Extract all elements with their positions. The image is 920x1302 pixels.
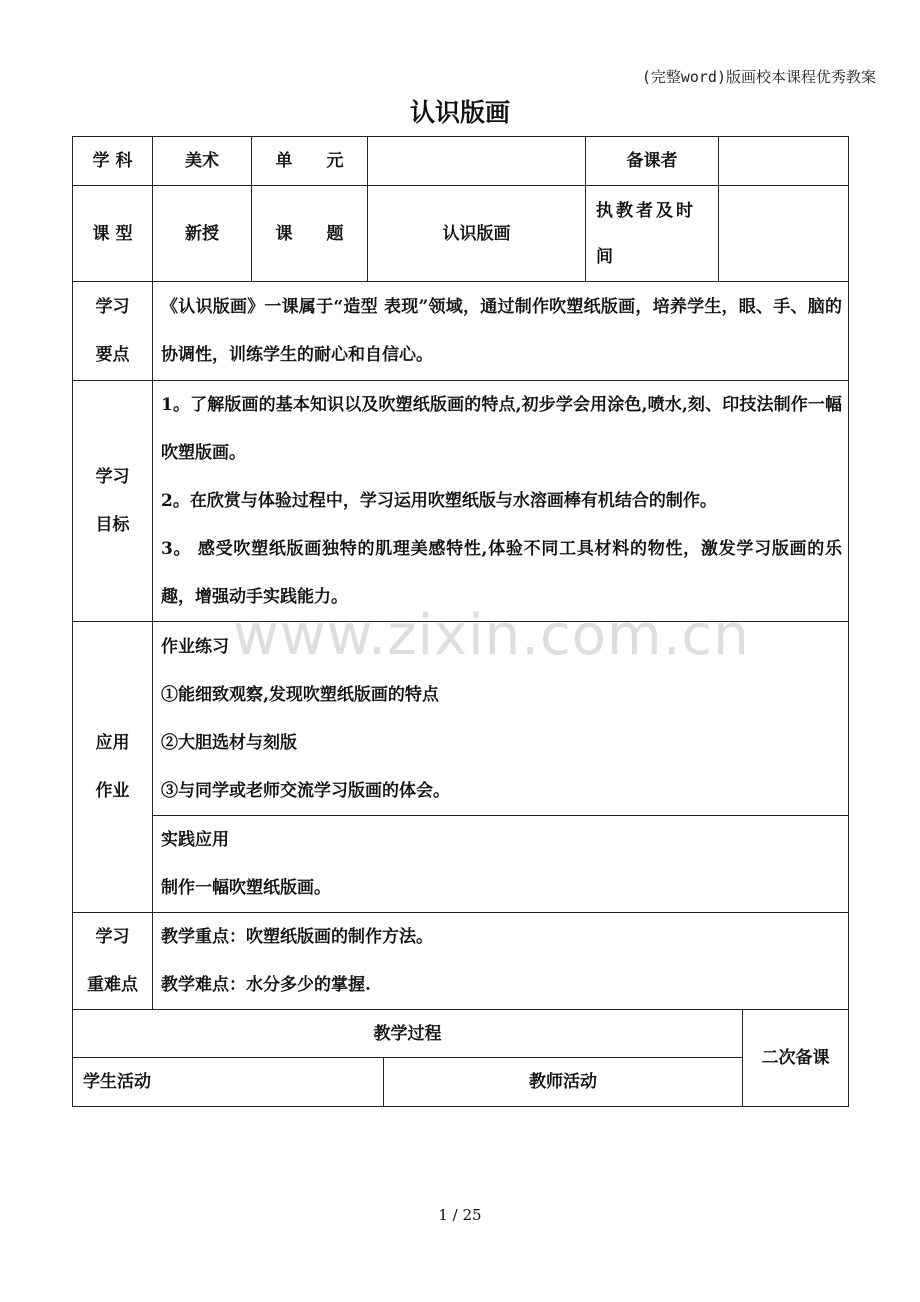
subject-value: 美术	[153, 137, 252, 186]
homework-label-line1: 应用	[95, 733, 130, 753]
process-table	[72, 1009, 849, 1107]
unit-value	[368, 137, 586, 186]
difficulty-text	[153, 913, 849, 1010]
preparer-value	[719, 137, 849, 186]
teacher-activity-label: 教师活动	[384, 1058, 743, 1107]
teacher-time-value	[719, 186, 849, 282]
topic-value: 认识版画	[368, 186, 586, 282]
type-label: 课 型	[73, 186, 153, 282]
exercise-title: 作业练习	[161, 636, 229, 657]
teacher-time-label-line2: 间	[596, 246, 613, 267]
homework-label-line2: 作业	[95, 781, 130, 801]
practice-title: 实践应用	[161, 830, 229, 850]
unit-label: 单 元	[252, 137, 368, 186]
process-title: 教学过程	[73, 1010, 743, 1058]
goals-label	[73, 381, 153, 622]
watermark: www.zixin.com.cn	[233, 603, 750, 668]
preparer-label: 备课者	[586, 137, 719, 186]
second-prep-label: 二次备课	[743, 1010, 849, 1107]
goal-item-3: 3。 感受吹塑纸版画独特的肌理美感特性,体验不同工具材料的物性，激发学习版画的乐趣，增强动手实践能力。	[161, 539, 842, 607]
exercise-item-3: ③与同学或老师交流学习版画的体会。	[161, 780, 450, 801]
document-header: (完整word)版画校本课程优秀教案	[641, 68, 876, 86]
goals-label-line1: 学习	[95, 467, 130, 487]
teacher-time-label-line1: 执教者及时	[596, 200, 696, 221]
student-activity-label: 学生活动	[73, 1058, 384, 1107]
difficulty-label-line1: 学习	[95, 927, 130, 947]
teaching-difficulty: 教学难点：水分多少的掌握.	[161, 975, 371, 995]
page-number: 1 / 25	[438, 1206, 482, 1224]
lesson-table	[72, 136, 849, 1010]
key-points-text: 《认识版画》一课属于“造型 表现”领域，通过制作吹塑纸版画，培养学生，眼、手、脑的协调性，训练学生的耐心和自信心。	[153, 282, 849, 381]
difficulty-label-line2: 重难点	[87, 975, 138, 995]
goals-label-line2: 目标	[95, 515, 130, 535]
type-value: 新授	[153, 186, 252, 282]
difficulty-label	[73, 913, 153, 1010]
topic-label: 课 题	[252, 186, 368, 282]
goal-item-1: 1。了解版画的基本知识以及吹塑纸版画的特点,初步学会用涂色,喷水,刻、印技法制作一幅吹塑版画。	[161, 395, 842, 463]
subject-label: 学 科	[73, 137, 153, 186]
homework-practice	[153, 816, 849, 913]
homework-exercises	[153, 622, 849, 816]
key-points-label	[73, 282, 153, 381]
exercise-item-1: ①能细致观察,发现吹塑纸版画的特点	[161, 684, 439, 705]
homework-label	[73, 622, 153, 913]
key-points-label-line2: 要点	[95, 345, 130, 365]
key-points-label-line1: 学习	[95, 297, 130, 317]
goals-list	[153, 381, 849, 622]
exercise-item-2: ②大胆选材与刻版	[161, 732, 297, 753]
teacher-time-label	[586, 186, 719, 282]
practice-text: 制作一幅吹塑纸版画。	[161, 878, 331, 898]
goal-item-2: 2。在欣赏与体验过程中，学习运用吹塑纸版与水溶画棒有机结合的制作。	[161, 491, 717, 511]
page-title: 认识版画	[409, 98, 510, 127]
teaching-focus: 教学重点：吹塑纸版画的制作方法。	[161, 927, 433, 947]
